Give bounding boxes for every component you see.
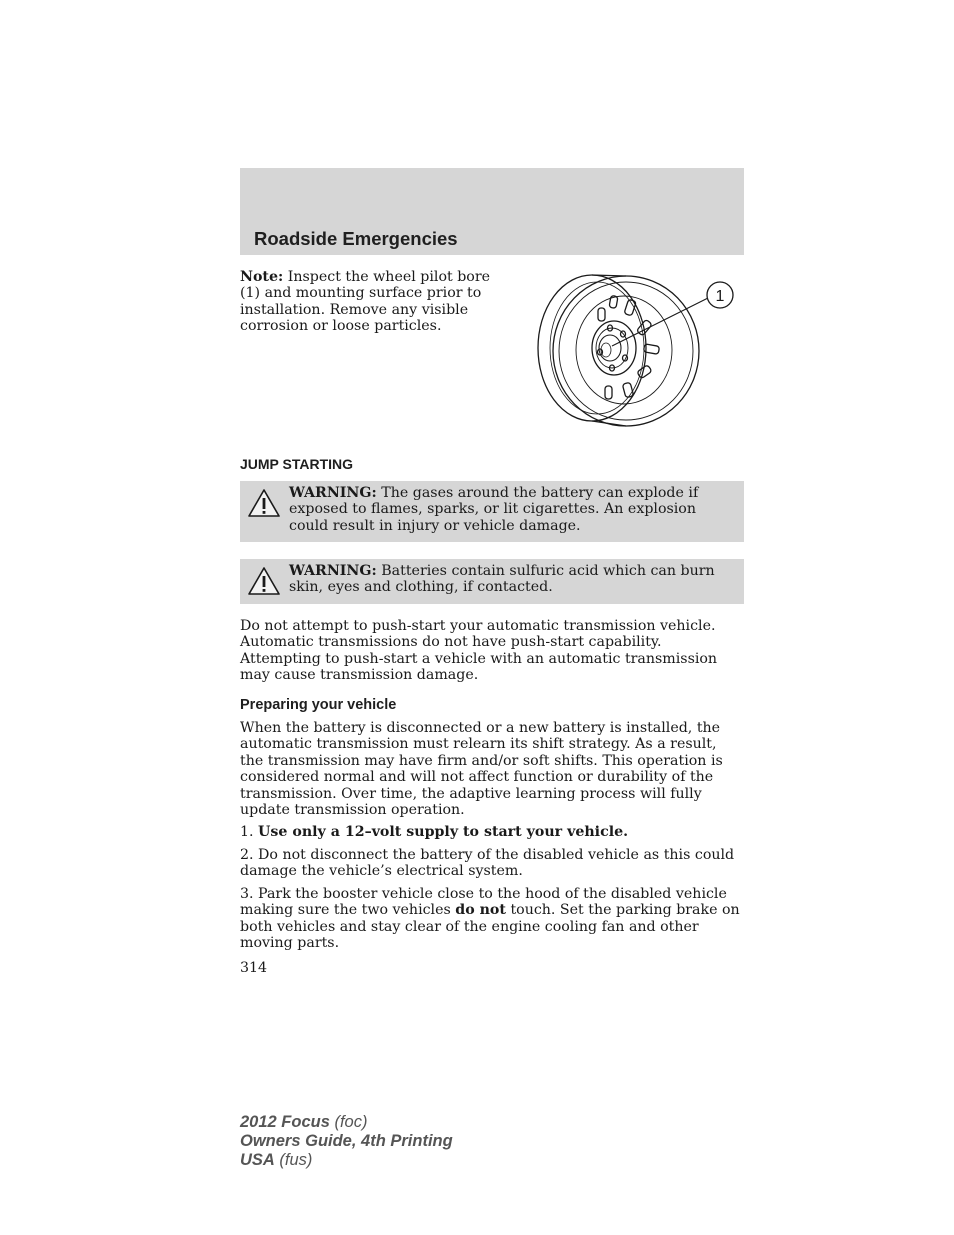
step-3-text-start: 3. Park the booster vehicle close to the hood of the disabled vehicle making sure the two vehicles <box>240 886 727 919</box>
step-2: 2. Do not disconnect the battery of the disabled vehicle as this could damage the vehicle’s electrical system. <box>240 847 735 880</box>
warning-triangle-icon <box>247 488 281 518</box>
warning-text: The gases around the battery can explode if exposed to flames, sparks, or lit cigarettes. An explosion could result in injury or vehicle damage. <box>289 485 699 534</box>
step-1-number: 1. <box>240 824 259 840</box>
push-start-paragraph: Do not attempt to push-start your automatic transmission vehicle. Automatic transmissions do not have push-start capability. Attempting to push-start a vehicle with an automatic transmission may cause transmission damage. <box>240 618 718 684</box>
warning-label: WARNING: <box>289 485 377 501</box>
footer-line-1 <box>240 1113 453 1132</box>
warning-box-gases <box>240 481 744 542</box>
callout-number: 1 <box>715 288 725 305</box>
footer-edition-info <box>240 1113 453 1170</box>
page-number: 314 <box>240 960 268 976</box>
warning-box-acid <box>240 559 744 604</box>
section-header-band <box>240 168 744 255</box>
relearn-paragraph: When the battery is disconnected or a new battery is installed, the automatic transmission must relearn its shift strategy. As a result, the transmission may have firm and/or soft shifts. This operation is considered normal and will not affect function or durability of the transmission. Over time, the adaptive learning process will fully update transmission operation. <box>240 720 723 819</box>
step-3-text-end: touch. Set the parking brake on both vehicles and stay clear of the engine cooling fan and other moving parts. <box>240 902 740 952</box>
wheel-illustration <box>530 268 744 434</box>
footer-model: 2012 Focus <box>240 1113 330 1131</box>
note-text: Inspect the wheel pilot bore (1) and mounting surface prior to installation. Remove any visible corrosion or loose particles. <box>240 269 490 335</box>
note-label: Note: <box>240 269 284 285</box>
step-3 <box>240 886 744 952</box>
note-paragraph <box>240 269 500 335</box>
step-3-emphasis: do not <box>455 902 506 919</box>
footer-model-code: (foc) <box>329 1113 368 1131</box>
wheel-front-rim <box>553 276 699 426</box>
heading-jump-starting: JUMP STARTING <box>240 456 354 472</box>
footer-market-code: (fus) <box>274 1151 313 1169</box>
step-1-text: Use only a 12–volt supply to start your vehicle. <box>258 824 629 840</box>
section-title: Roadside Emergencies <box>254 228 458 249</box>
footer-line-2 <box>240 1132 453 1151</box>
warning-label: WARNING: <box>289 563 377 579</box>
heading-preparing-vehicle: Preparing your vehicle <box>240 697 397 713</box>
step-1 <box>240 824 744 840</box>
warning-triangle-icon <box>247 566 281 596</box>
footer-guide: Owners Guide, 4th Printing <box>240 1132 453 1150</box>
footer-line-3 <box>240 1151 453 1170</box>
footer-market: USA <box>240 1151 275 1169</box>
pilot-bore <box>599 335 621 361</box>
warning-text: Batteries contain sulfuric acid which can burn skin, eyes and clothing, if contacted. <box>289 563 715 596</box>
